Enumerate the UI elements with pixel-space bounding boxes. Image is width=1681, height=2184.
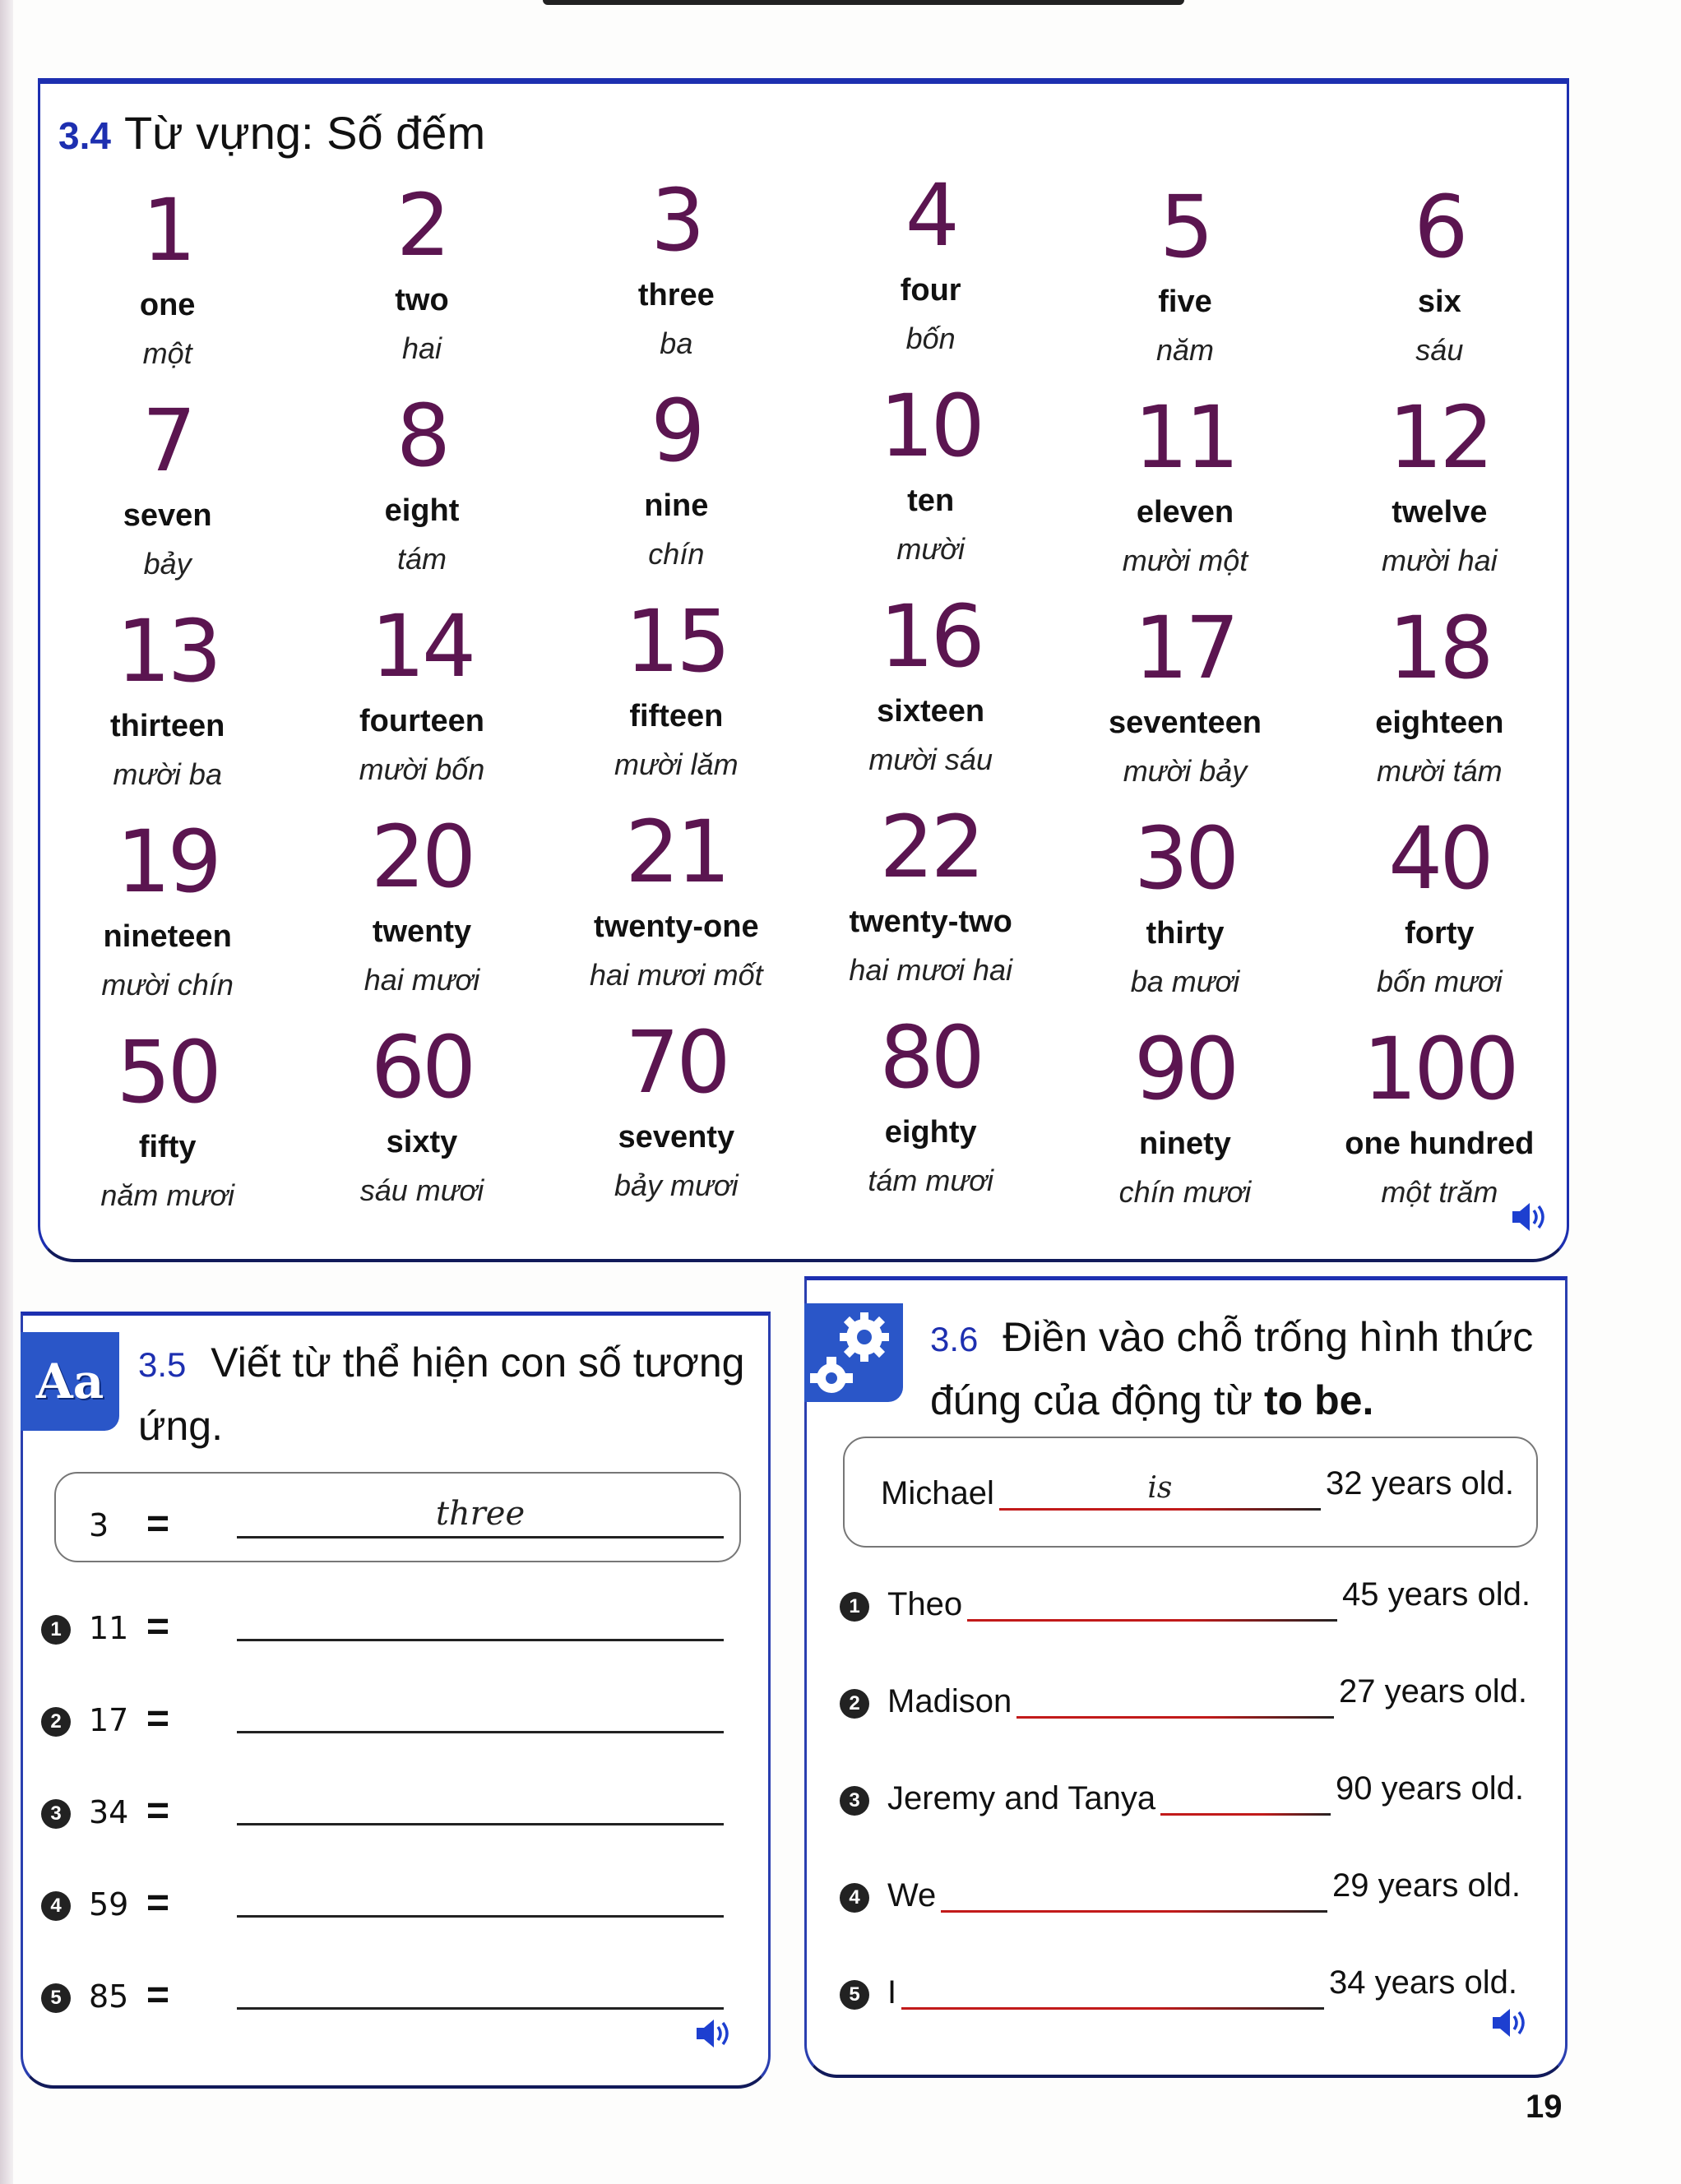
- number-card: [549, 798, 803, 1008]
- vietnamese-word: mười lăm: [614, 747, 739, 781]
- numeral: 18: [1388, 598, 1491, 698]
- numeral: 21: [625, 802, 728, 902]
- vietnamese-word: mười một: [1122, 544, 1248, 577]
- numeral: 13: [116, 601, 219, 701]
- item-age: 29 years old.: [1331, 1867, 1521, 1904]
- example-age: 32 years old.: [1325, 1465, 1514, 1502]
- section-number: 3.4: [58, 114, 111, 157]
- page-edge: [0, 0, 13, 2184]
- answer-blank[interactable]: [237, 1866, 724, 1918]
- numeral: 22: [879, 797, 982, 897]
- english-word: four: [900, 273, 961, 308]
- number-card: [1058, 587, 1312, 798]
- vietnamese-word: một trăm: [1381, 1175, 1498, 1209]
- english-word: nine: [644, 488, 709, 523]
- vietnamese-word: hai: [401, 331, 442, 365]
- vietnamese-word: mười ba: [113, 757, 222, 791]
- example-answer: three: [435, 1495, 526, 1533]
- item-number: 17: [89, 1702, 129, 1738]
- numeral: 4: [905, 165, 956, 266]
- exercise-item: [41, 1779, 748, 1837]
- english-word: twenty-two: [849, 905, 1012, 939]
- number-card: [1058, 377, 1312, 587]
- vietnamese-word: chín mươi: [1118, 1175, 1252, 1209]
- exercise-instruction: Điền vào chỗ trống hình thức đúng của động từ: [930, 1314, 1534, 1423]
- english-word: six: [1417, 285, 1461, 319]
- numeral: 50: [116, 1022, 219, 1122]
- vietnamese-word: hai mươi mốt: [590, 958, 763, 992]
- number-card: [1313, 1008, 1567, 1219]
- exercise-item: [840, 1960, 1517, 2018]
- answer-blank[interactable]: [237, 1682, 724, 1733]
- example-row: [881, 1461, 1514, 1519]
- numeral: 19: [116, 812, 219, 912]
- exercise-title: [930, 1307, 1555, 1431]
- number-card: [803, 1008, 1058, 1219]
- english-word: forty: [1405, 916, 1475, 951]
- exercise-instruction-bold: to be.: [1264, 1377, 1374, 1423]
- number-card: [294, 587, 549, 798]
- item-subject: Theo: [887, 1586, 963, 1622]
- english-word: eighty: [884, 1115, 977, 1150]
- example-answer-line: [237, 1487, 724, 1539]
- exercise-item: [840, 1572, 1530, 1630]
- number-card: [549, 377, 803, 587]
- numeral: 6: [1414, 177, 1466, 277]
- english-word: sixty: [386, 1125, 458, 1159]
- speaker-icon[interactable]: [1489, 2004, 1530, 2042]
- item-subject: Jeremy and Tanya: [887, 1780, 1156, 1816]
- numeral: 14: [370, 596, 474, 696]
- exercise-number: 3.5: [138, 1345, 187, 1384]
- number-card: [1313, 377, 1567, 587]
- page-number: 19: [1526, 2089, 1563, 2125]
- vietnamese-word: mười: [896, 532, 965, 566]
- number-card: [1313, 798, 1567, 1008]
- example-subject: Michael: [881, 1475, 994, 1511]
- number-card: [549, 587, 803, 798]
- aa-badge: [21, 1332, 119, 1431]
- answer-blank[interactable]: [237, 1589, 724, 1641]
- item-number-badge: 3: [840, 1786, 869, 1816]
- speaker-icon[interactable]: [1509, 1198, 1550, 1236]
- number-card: [1058, 1008, 1312, 1219]
- item-age: 34 years old.: [1328, 1964, 1517, 2001]
- numeral: 8: [396, 386, 448, 486]
- vietnamese-word: tám mươi: [868, 1164, 993, 1197]
- vietnamese-word: hai mươi hai: [849, 953, 1012, 987]
- item-number-badge: 2: [41, 1707, 71, 1737]
- number-card: [40, 166, 294, 377]
- vietnamese-word: bốn: [905, 322, 956, 355]
- exercise-3-5: [21, 1312, 771, 2089]
- english-word: seventy: [618, 1120, 735, 1154]
- equals-sign: =: [146, 1881, 170, 1925]
- number-grid: [40, 166, 1567, 1219]
- english-word: seventeen: [1109, 706, 1262, 740]
- vietnamese-word: sáu mươi: [359, 1173, 484, 1207]
- section-title-text: Từ vựng: Số đếm: [123, 107, 486, 159]
- exercise-instruction: Viết từ thể hiện con số tương ứng.: [138, 1340, 745, 1449]
- numeral: 60: [370, 1017, 474, 1117]
- page-top-shadow: [543, 0, 1184, 5]
- number-card: [803, 166, 1058, 377]
- numeral: 90: [1133, 1019, 1237, 1119]
- english-word: twelve: [1392, 495, 1488, 530]
- number-card: [803, 587, 1058, 798]
- numeral: 17: [1133, 598, 1237, 698]
- numeral: 80: [879, 1007, 982, 1108]
- vietnamese-word: sáu: [1415, 333, 1464, 367]
- equals-sign: =: [146, 1697, 170, 1741]
- answer-blank[interactable]: [237, 1774, 724, 1825]
- item-number-badge: 5: [840, 1980, 869, 2010]
- english-word: seven: [123, 498, 212, 533]
- numeral: 7: [141, 391, 193, 491]
- vietnamese-word: tám: [396, 542, 447, 576]
- english-word: fourteen: [359, 704, 484, 738]
- number-card: [549, 1008, 803, 1219]
- numeral: 20: [370, 807, 474, 907]
- english-word: two: [395, 283, 449, 317]
- vietnamese-word: bảy mươi: [614, 1168, 739, 1202]
- exercise-item: [41, 1687, 748, 1745]
- item-age: 27 years old.: [1338, 1673, 1527, 1710]
- vietnamese-word: mười bảy: [1123, 754, 1248, 788]
- vietnamese-word: mười sáu: [868, 743, 993, 776]
- english-word: thirty: [1146, 916, 1225, 951]
- equals-sign: =: [146, 1605, 170, 1649]
- numeral: 70: [625, 1012, 728, 1113]
- item-number-badge: 1: [840, 1592, 869, 1622]
- english-word: eight: [384, 493, 460, 528]
- number-card: [40, 798, 294, 1008]
- example-answer: is: [1147, 1471, 1173, 1505]
- numeral: 30: [1133, 808, 1237, 909]
- item-number: 85: [89, 1978, 129, 2015]
- gear-icon: [808, 1307, 899, 1398]
- exercise-item: [840, 1766, 1524, 1824]
- item-number-badge: 2: [840, 1689, 869, 1719]
- vietnamese-word: mười bốn: [359, 752, 485, 786]
- item-number: 59: [89, 1886, 129, 1923]
- item-number: 34: [89, 1794, 129, 1830]
- gear-badge: [804, 1303, 903, 1402]
- numeral: 9: [651, 381, 702, 481]
- answer-blank[interactable]: [1160, 1764, 1331, 1816]
- english-word: twenty-one: [594, 909, 759, 944]
- item-subject: We: [887, 1877, 937, 1913]
- number-card: [549, 166, 803, 377]
- english-word: sixteen: [877, 694, 985, 729]
- number-card: [40, 377, 294, 587]
- item-age: 45 years old.: [1341, 1576, 1530, 1613]
- exercise-item: [41, 1964, 748, 2021]
- vietnamese-word: một: [142, 336, 192, 370]
- vietnamese-word: mười chín: [101, 968, 234, 1002]
- answer-blank[interactable]: [237, 1958, 724, 2010]
- numeral: 5: [1159, 177, 1211, 277]
- numeral: 12: [1388, 387, 1491, 488]
- vocab-section-3-4: [38, 78, 1569, 1262]
- english-word: eighteen: [1375, 706, 1504, 740]
- vietnamese-word: bốn mươi: [1377, 965, 1503, 998]
- vietnamese-word: mười hai: [1382, 544, 1498, 577]
- number-card: [294, 166, 549, 377]
- number-card: [1058, 798, 1312, 1008]
- number-card: [803, 377, 1058, 587]
- answer-blank[interactable]: [1016, 1667, 1334, 1719]
- number-card: [294, 377, 549, 587]
- exercise-item: [41, 1872, 748, 1929]
- numeral: 11: [1133, 387, 1237, 488]
- vietnamese-word: hai mươi: [364, 963, 480, 997]
- exercise-item: [840, 1669, 1527, 1727]
- english-word: eleven: [1136, 495, 1234, 530]
- vietnamese-word: ba: [660, 326, 693, 360]
- equals-sign: =: [146, 1502, 170, 1546]
- number-card: [1313, 166, 1567, 377]
- item-subject: Madison: [887, 1683, 1012, 1719]
- item-number-badge: 3: [41, 1799, 71, 1829]
- item-subject: I: [887, 1974, 897, 2010]
- exercise-3-6: [804, 1276, 1568, 2078]
- english-word: fifty: [138, 1130, 197, 1164]
- numeral: 100: [1363, 1019, 1517, 1119]
- english-word: five: [1158, 285, 1212, 319]
- example-number: 3: [89, 1507, 109, 1543]
- number-card: [40, 1008, 294, 1219]
- item-number: 11: [89, 1610, 129, 1646]
- item-number-badge: 1: [41, 1615, 71, 1645]
- exercise-number: 3.6: [930, 1320, 979, 1358]
- example-row: [41, 1492, 748, 1550]
- english-word: thirteen: [109, 709, 225, 743]
- numeral: 40: [1388, 808, 1491, 909]
- numeral: 1: [141, 180, 193, 280]
- exercise-item: [840, 1863, 1521, 1921]
- answer-blank[interactable]: [901, 1958, 1324, 2010]
- english-word: one hundred: [1345, 1127, 1535, 1161]
- numeral: 2: [396, 175, 448, 275]
- example-answer-line: [999, 1459, 1321, 1511]
- vietnamese-word: năm: [1155, 333, 1214, 367]
- english-word: nineteen: [103, 919, 232, 954]
- numeral: 15: [625, 591, 728, 692]
- exercise-title: [138, 1332, 763, 1456]
- number-card: [294, 1008, 549, 1219]
- item-number-badge: 5: [41, 1983, 71, 2013]
- english-word: fifteen: [629, 699, 724, 733]
- section-title: [58, 109, 485, 160]
- number-card: [1313, 587, 1567, 798]
- aa-icon: Aa: [35, 1353, 104, 1409]
- number-card: [40, 587, 294, 798]
- speaker-icon[interactable]: [693, 2015, 734, 2052]
- equals-sign: =: [146, 1789, 170, 1833]
- english-word: ten: [907, 484, 955, 518]
- vietnamese-word: bảy: [143, 547, 192, 581]
- english-word: twenty: [372, 914, 472, 949]
- english-word: three: [637, 278, 715, 312]
- item-number-badge: 4: [840, 1883, 869, 1913]
- vietnamese-word: mười tám: [1377, 754, 1503, 788]
- number-card: [294, 798, 549, 1008]
- vietnamese-word: ba mươi: [1130, 965, 1240, 998]
- vietnamese-word: chín: [648, 537, 705, 571]
- item-number-badge: 4: [41, 1891, 71, 1921]
- equals-sign: =: [146, 1973, 170, 2017]
- numeral: 3: [651, 170, 702, 271]
- item-age: 90 years old.: [1335, 1770, 1524, 1807]
- english-word: ninety: [1139, 1127, 1231, 1161]
- number-card: [1058, 166, 1312, 377]
- answer-blank[interactable]: [941, 1861, 1327, 1913]
- number-card: [803, 798, 1058, 1008]
- answer-blank[interactable]: [967, 1570, 1337, 1622]
- english-word: one: [139, 288, 196, 322]
- numeral: 10: [879, 376, 982, 476]
- numeral: 16: [879, 586, 982, 687]
- vietnamese-word: năm mươi: [100, 1178, 234, 1212]
- exercise-item: [41, 1595, 748, 1653]
